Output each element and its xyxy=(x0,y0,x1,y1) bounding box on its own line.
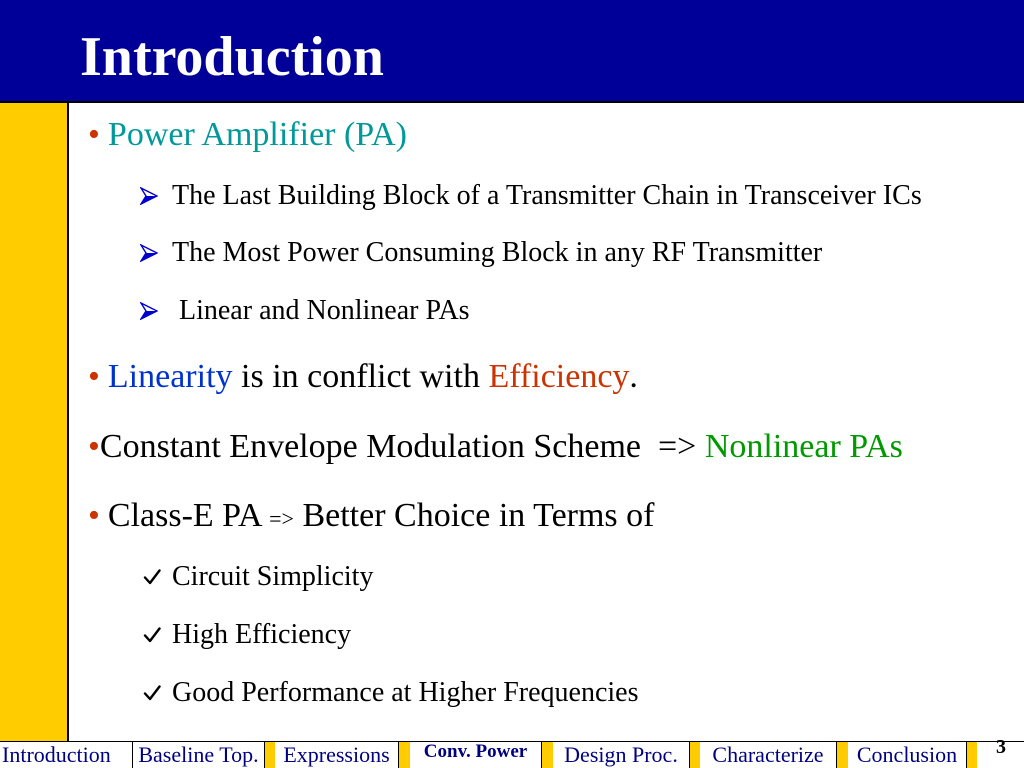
check-stroke xyxy=(145,571,160,584)
sub-item-text: Linear and Nonlinear PAs xyxy=(172,295,470,326)
check-item xyxy=(140,679,639,707)
nav-separator xyxy=(542,742,553,768)
arrow-bullet-icon xyxy=(140,302,158,320)
arrow-bullet-icon-graphic xyxy=(140,187,158,205)
bullet-dot: • xyxy=(88,497,100,534)
slide-title: Introduction xyxy=(80,26,384,88)
check-icon xyxy=(143,626,161,644)
nav-expressions[interactable]: Expressions xyxy=(275,742,399,768)
linearity-term: Linearity xyxy=(107,358,233,395)
arrow-bullet-icon xyxy=(140,187,158,205)
efficiency-term: Efficiency xyxy=(488,358,630,395)
check-stroke xyxy=(145,687,160,700)
check-icon xyxy=(143,684,161,702)
linearity-period: . xyxy=(629,358,638,395)
nav-separator xyxy=(265,742,275,768)
bullet-item-power-amplifier xyxy=(88,118,407,152)
left-accent-bar xyxy=(0,103,69,741)
page-number: 3 xyxy=(996,736,1006,758)
nav-separator xyxy=(837,742,848,768)
power-amplifier-text: Power Amplifier (PA) xyxy=(107,116,407,153)
bullet-item-linearity xyxy=(88,360,638,394)
nav-characterize[interactable]: Characterize xyxy=(700,742,837,768)
check-item-text: Good Performance at Higher Frequencies xyxy=(172,677,639,708)
linearity-middle-text: is in conflict with xyxy=(232,358,489,395)
nonlinear-pas-term: Nonlinear PAs xyxy=(704,428,903,465)
envelope-text: Constant Envelope Modulation Scheme => xyxy=(99,428,705,465)
class-e-prefix: Class-E PA xyxy=(107,497,270,534)
bullet-dot: • xyxy=(88,116,100,153)
nav-conclusion[interactable]: Conclusion xyxy=(848,742,967,768)
check-stroke xyxy=(145,629,160,642)
nav-separator xyxy=(967,742,977,768)
implies-arrow-text: => xyxy=(269,506,294,531)
check-item xyxy=(140,621,351,649)
section-nav xyxy=(0,741,1024,768)
check-icon xyxy=(143,568,161,586)
nav-separator xyxy=(690,742,700,768)
sub-item-text: The Last Building Block of a Transmitter Chain in Transceiver ICs xyxy=(172,180,922,211)
nav-introduction[interactable]: Introduction xyxy=(0,742,133,768)
bullet-item-envelope xyxy=(88,430,903,464)
sub-item xyxy=(140,297,470,325)
check-item-text: Circuit Simplicity xyxy=(172,561,374,592)
arrow-bullet-icon-graphic xyxy=(140,244,158,262)
bullet-dot: • xyxy=(88,428,100,465)
title-bar xyxy=(0,0,1024,103)
bullet-dot: • xyxy=(88,358,100,395)
nav-design-proc[interactable]: Design Proc. xyxy=(553,742,690,768)
check-icon-graphic xyxy=(143,568,161,586)
arrow-bullet-icon xyxy=(140,244,158,262)
sub-item-text: The Most Power Consuming Block in any RF Transmitter xyxy=(172,237,823,268)
check-item-text: High Efficiency xyxy=(172,619,352,650)
arrow-bullet-icon-graphic xyxy=(140,302,158,320)
bullet-item-class-e xyxy=(88,499,655,533)
sub-item xyxy=(140,182,922,210)
nav-separator xyxy=(399,742,410,768)
check-item xyxy=(140,563,373,591)
check-icon-graphic xyxy=(143,626,161,644)
nav-conv-power[interactable]: Conv. Power xyxy=(410,742,542,768)
nav-baseline-top[interactable]: Baseline Top. xyxy=(133,742,265,768)
check-icon-graphic xyxy=(143,684,161,702)
sub-item xyxy=(140,239,822,267)
class-e-suffix: Better Choice in Terms of xyxy=(293,497,655,534)
